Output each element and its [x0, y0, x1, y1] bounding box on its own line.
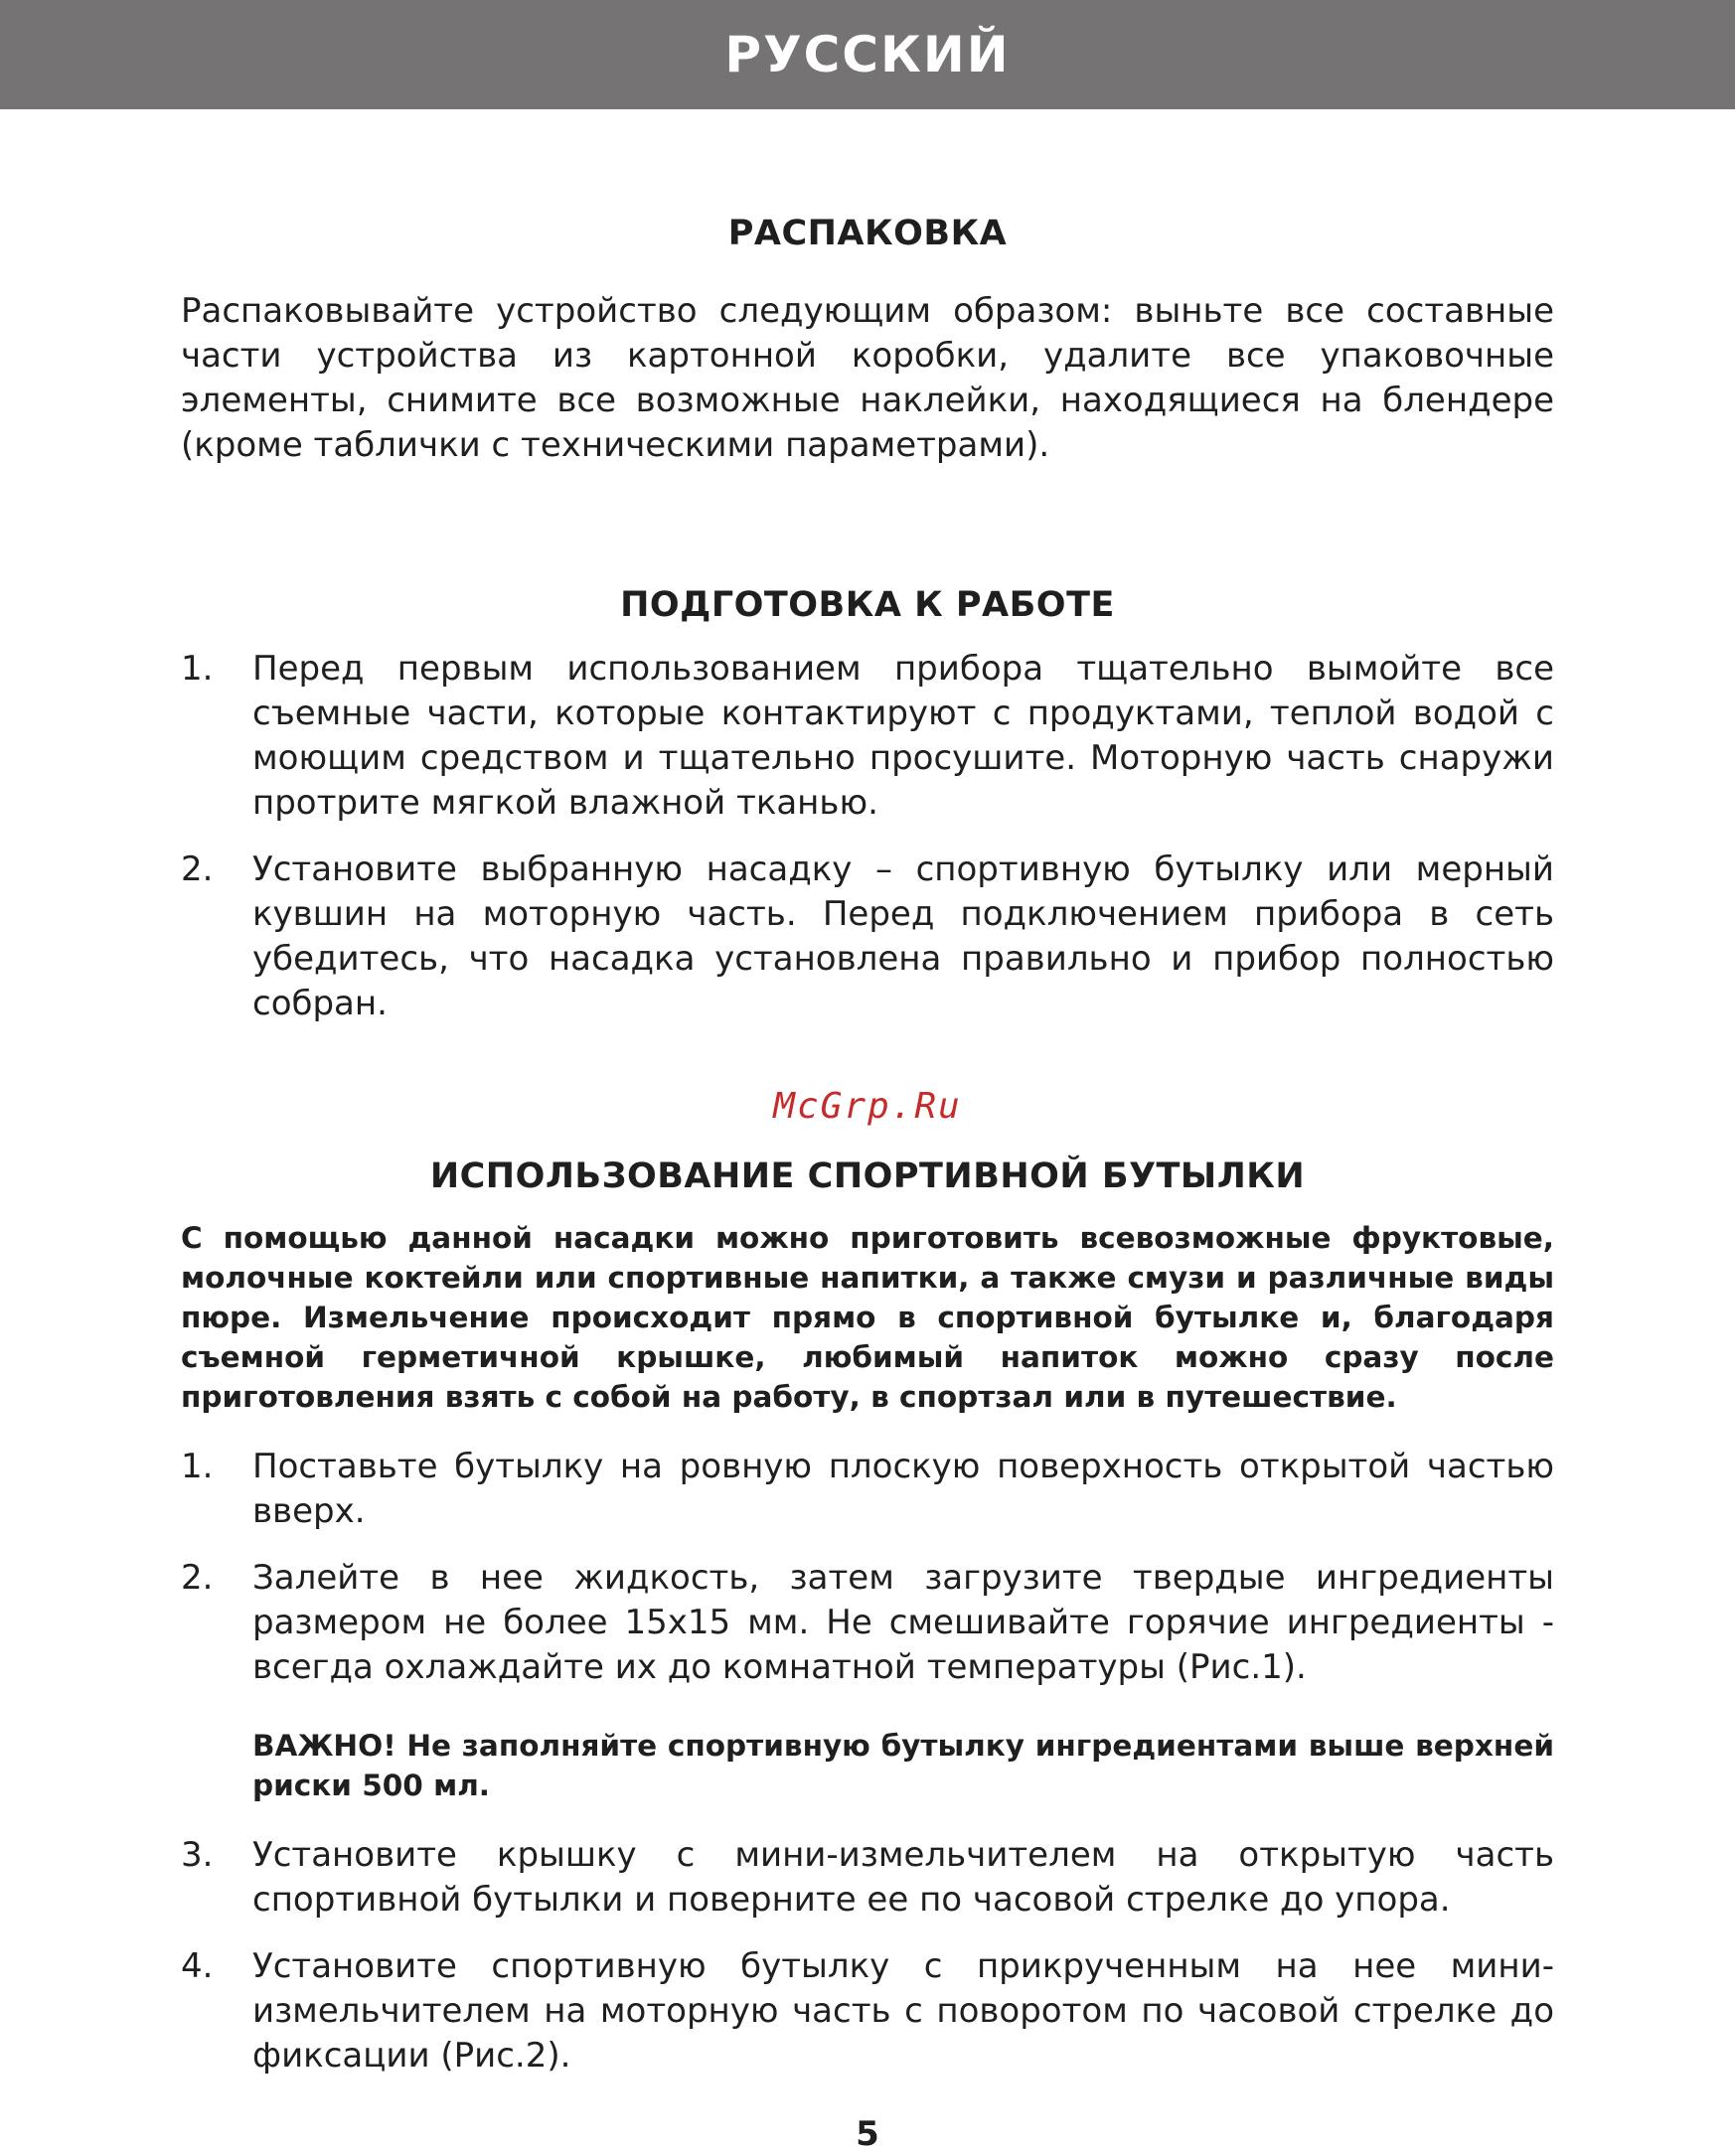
step-number: 3. — [181, 1835, 214, 1875]
step-number: 4. — [181, 1946, 214, 1986]
step-text: Установите крышку с мини-измельчителем на открытую часть спортивной бутылки и поверните ее по часовой стрелке до упора. — [252, 1835, 1554, 1920]
step-text: Залейте в нее жидкость, затем загрузите твердые ингредиенты размером не более 15х15 мм. Не смешивайте горячие ингредиенты - всегда охлаждайте их до комнатной температуры (Рис.1). — [252, 1558, 1554, 1687]
language-title: РУССКИЙ — [724, 26, 1011, 83]
unpacking-heading: РАСПАКОВКА — [727, 214, 1008, 253]
step-text: Установите выбранную насадку – спортивную бутылку или мерный кувшин на моторную часть. Перед подключением прибора в сеть убедитесь, что насадка установлена правильно и прибор полностью собран. — [252, 849, 1554, 1023]
important-note: ВАЖНО! Не заполняйте спортивную бутылку ингредиентами выше верхней риски 500 мл. — [252, 1729, 1554, 1802]
sport-bottle-intro: С помощью данной насадки можно приготовить всевозможные фруктовые, молочные коктейли или спортивные напитки, а также смузи и различные виды пюре. Измельчение происходит прямо в спортивной бутылке и, благодаря съемной герметичной крышке, любимый напиток можно сразу после приготовления взять с собой на работу, в спортзал или в путешествие. — [181, 1221, 1554, 1414]
sport-bottle-steps — [181, 1445, 1554, 1690]
sport-bottle-steps-continued — [181, 1833, 1554, 2079]
preparation-heading: ПОДГОТОВКА К РАБОТЕ — [620, 585, 1115, 625]
unpacking-text: Распаковывайте устройство следующим образом: выньте все составные части устройства из картонной коробки, удалите все упаковочные элементы, снимите все возможные наклейки, находящиеся на блендере (кроме таблички с техническими параметрами). — [181, 291, 1554, 465]
list-item — [181, 847, 1554, 1026]
list-item — [181, 1445, 1554, 1534]
list-item — [181, 1944, 1554, 2079]
list-item — [181, 647, 1554, 826]
watermark: McGrp.Ru — [773, 1086, 962, 1127]
step-number: 2. — [181, 849, 214, 889]
sport-bottle-heading: ИСПОЛЬЗОВАНИЕ СПОРТИВНОЙ БУТЫЛКИ — [429, 1156, 1306, 1196]
page-content — [181, 214, 1554, 2100]
step-text: Перед первым использованием прибора тщательно вымойте все съемные части, которые контактируют с продуктами, теплой водой с моющим средством и тщательно просушите. Моторную часть снаружи протрите мягкой влажной тканью. — [252, 649, 1554, 823]
step-text: Поставьте бутылку на ровную плоскую поверхность открытой частью вверх. — [252, 1447, 1554, 1531]
step-number: 1. — [181, 1447, 214, 1486]
page-number: 5 — [856, 2114, 879, 2154]
step-number: 1. — [181, 649, 214, 689]
preparation-steps — [181, 647, 1554, 1026]
step-text: Установите спортивную бутылку с прикрученным на нее мини-измельчителем на моторную часть с поворотом по часовой стрелке до фиксации (Рис.2). — [252, 1946, 1554, 2076]
step-number: 2. — [181, 1558, 214, 1598]
list-item — [181, 1556, 1554, 1690]
language-header-bar — [0, 0, 1735, 109]
list-item — [181, 1833, 1554, 1923]
